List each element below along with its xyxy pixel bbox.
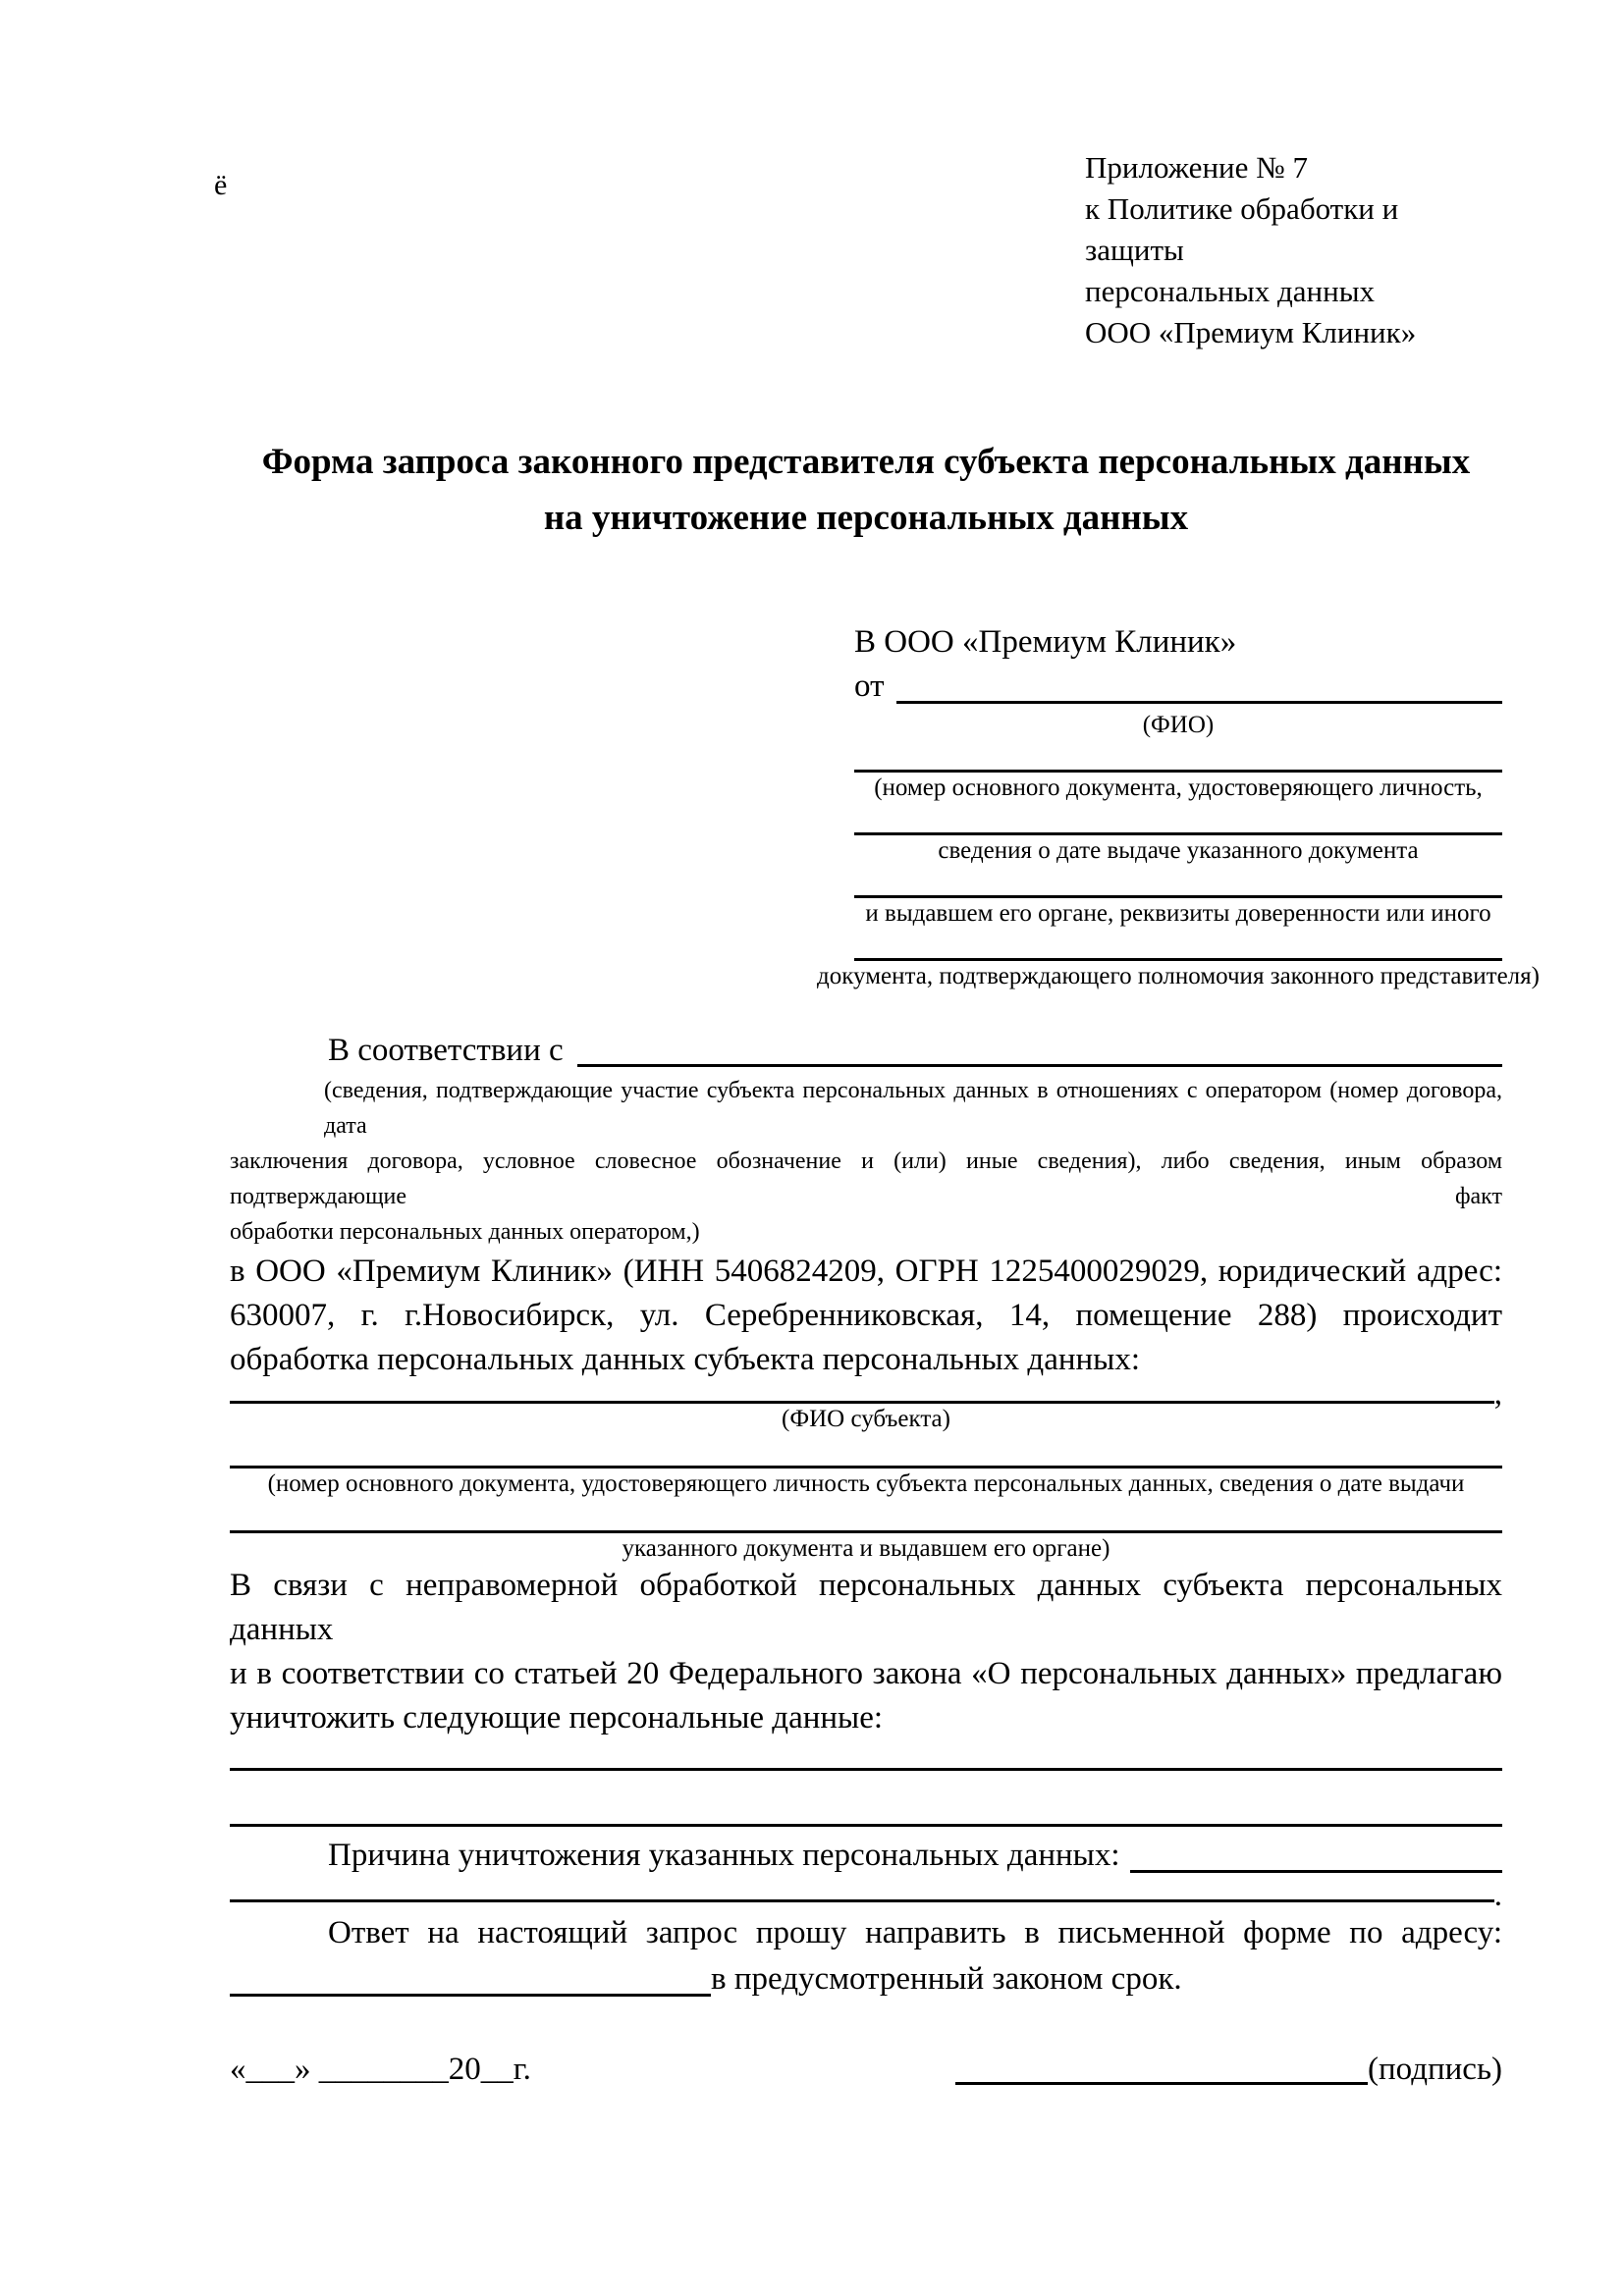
document-title [230,434,1502,546]
signature-caption: (подпись) [1368,2052,1502,2087]
subject-fio-caption: (ФИО субъекта) [782,1406,950,1432]
fio-blank-line [896,664,1503,704]
destroy-line-1: В связи с неправомерной обработкой персональных данных субъекта персональных данных [230,1568,1502,1647]
subject-doc-blank-line-1 [230,1434,1502,1468]
title-line-2: на уничтожение персональных данных [543,498,1189,538]
addressee-org: В ООО «Премиум Клиник» [854,624,1237,660]
appendix-note [1085,0,1502,353]
accordance-blank-line [577,1029,1502,1067]
trailing-comma: , [1493,1376,1502,1412]
signature-line [955,2048,1368,2085]
accordance-row [230,1029,1502,1073]
addressee-block [817,620,1540,991]
appendix-line: персональных данных [1085,274,1376,308]
reason-period: . [1493,1878,1502,1913]
operator-paragraph [230,1250,1502,1382]
doc-caption-2: сведения о дате выдаче указанного документа [938,837,1419,864]
accordance-note [230,1073,1502,1250]
note-line-1: (сведения, подтверждающие участие субъекта персональных данных в отношениях с оператором (номер договора, дата [324,1078,1502,1139]
doc-blank-line-4 [854,929,1502,961]
accordance-label: В соответствии с [328,1033,564,1068]
subject-doc-caption-2: указанного документа и выдавшем его органе) [622,1535,1110,1562]
from-row [854,664,1502,710]
appendix-line: к Политике обработки и защиты [1085,191,1399,267]
stray-char: ё [214,169,228,201]
doc-caption-1: (номер основного документа, удостоверяющего личность, [874,774,1483,801]
reason-row [230,1833,1502,1879]
appendix-line: Приложение № 7 [1085,150,1308,185]
subject-fio-blank-line [230,1382,1494,1404]
date-placeholder: «___» ________20__г. [230,2052,531,2087]
doc-caption-3: и выдавшем его органе, реквизиты доверенности или иного [865,900,1491,927]
title-line-1: Форма запроса законного представителя субъекта персональных данных [261,442,1471,482]
destroy-line-2: и в соответствии со статьей 20 Федерального закона «О персональных данных» предлагаю [230,1656,1502,1691]
note-line-3: обработки персональных данных оператором,) [230,1219,700,1245]
subject-doc-caption-1: (номер основного документа, удостоверяющего личность субъекта персональных данных, сведения о дате выдачи [267,1470,1465,1497]
destroy-line-3: уничтожить следующие персональные данные: [230,1700,884,1735]
destroy-paragraph [230,1564,1502,1740]
footer-row [230,2048,1502,2091]
doc-blank-line-3 [854,866,1502,898]
operator-line-1: в ООО «Премиум Клиник» (ИНН 5406824209, ОГРН 1225400029029, юридический адрес: [230,1254,1502,1289]
appendix-line: ООО «Премиум Клиник» [1085,315,1417,349]
doc-blank-line-1 [854,740,1502,773]
answer-line-1: Ответ на настоящий запрос прошу направить в письменной форме по адресу: [328,1915,1502,1950]
answer-line-2 [230,1956,1502,2002]
reason-end-blank-line [230,1879,1494,1902]
signature-area [955,2048,1502,2091]
data-blank-line-1 [230,1740,1502,1771]
reason-end-row [230,1878,1502,1913]
subject-doc-blank-line-2 [230,1499,1502,1533]
data-blank-line-2 [230,1771,1502,1827]
operator-line-3: обработка персональных данных субъекта персональных данных: [230,1342,1140,1377]
fio-caption: (ФИО) [1142,712,1215,738]
operator-line-2: 630007, г. г.Новосибирск, ул. Серебренниковская, 14, помещение 288) происходит [230,1298,1502,1333]
answer-line-2-text: в предусмотренный законом срок. [711,1961,1182,1997]
answer-address-blank-line [230,1956,711,1997]
reason-blank-line [1130,1833,1502,1873]
subject-fio-blank-row [230,1376,1502,1412]
doc-caption-4: документа, подтверждающего полномочия законного представителя) [817,963,1540,989]
reason-label: Причина уничтожения указанных персональных данных: [328,1838,1120,1873]
doc-blank-line-2 [854,803,1502,835]
from-label: от [854,668,885,704]
note-line-2: заключения договора, условное словесное обозначение и (или) иные сведения), либо сведения, иным образом подтверждающие факт [230,1148,1502,1209]
